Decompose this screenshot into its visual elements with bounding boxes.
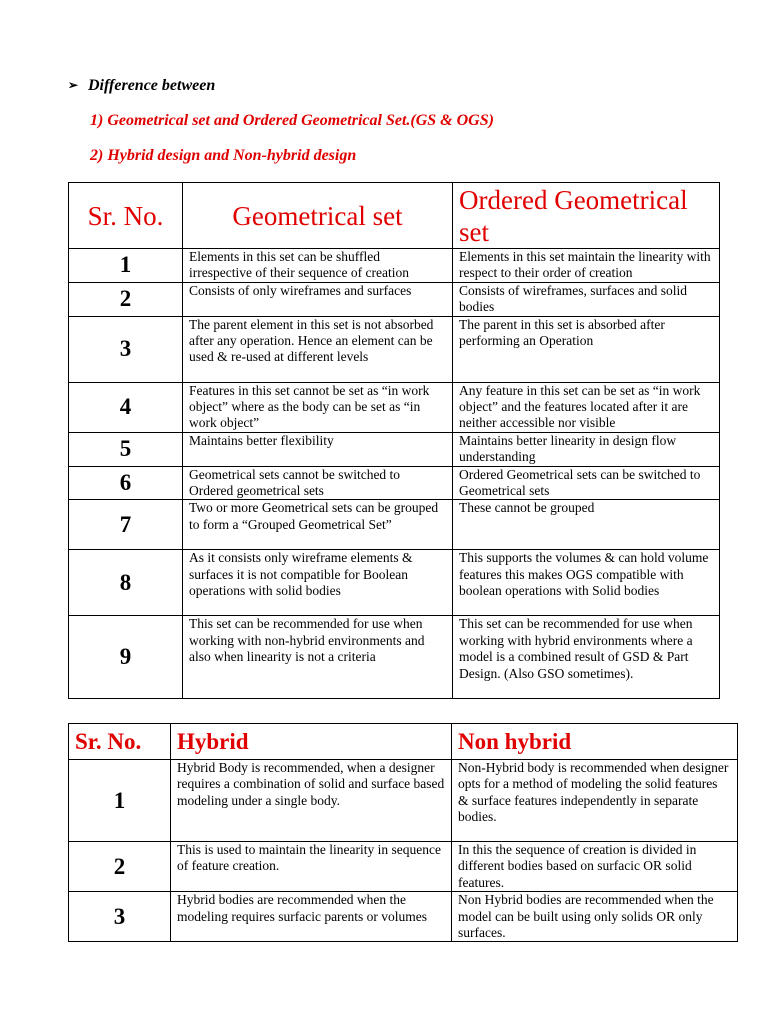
arrow-bullet-icon: ➢ (68, 78, 79, 92)
ogs-cell: Ordered Geometrical sets can be switched to Geometrical sets (453, 466, 720, 500)
gs-cell: As it consists only wireframe elements & surfaces it is not compatible for Boolean operations with solid bodies (183, 550, 453, 616)
comparison-item-gs-ogs: 1) Geometrical set and Ordered Geometrical Set.(GS & OGS) (90, 112, 494, 129)
row-number: 1 (69, 760, 171, 842)
row-number: 3 (69, 316, 183, 382)
header-geometrical-set: Geometrical set (183, 183, 453, 249)
table-header-row (69, 724, 738, 760)
table-row (69, 282, 720, 316)
row-number: 3 (69, 892, 171, 942)
row-number: 5 (69, 432, 183, 466)
ogs-cell: These cannot be grouped (453, 500, 720, 550)
gs-cell: Features in this set cannot be set as “in work object” where as the body can be set as “in work object” (183, 382, 453, 432)
row-number: 2 (69, 282, 183, 316)
heading-title: Difference between (88, 77, 216, 94)
ogs-cell: The parent in this set is absorbed after performing an Operation (453, 316, 720, 382)
table-header-row (69, 183, 720, 249)
row-number: 2 (69, 842, 171, 892)
row-number: 9 (69, 616, 183, 699)
hybrid-vs-nonhybrid-table (68, 723, 738, 942)
table-row (69, 382, 720, 432)
header-sr-no: Sr. No. (69, 183, 183, 249)
ogs-cell: Elements in this set maintain the linearity with respect to their order of creation (453, 249, 720, 283)
row-number: 4 (69, 382, 183, 432)
gs-cell: Elements in this set can be shuffled irrespective of their sequence of creation (183, 249, 453, 283)
table-row (69, 500, 720, 550)
table-row (69, 316, 720, 382)
table-row (69, 249, 720, 283)
row-number: 7 (69, 500, 183, 550)
table-row (69, 550, 720, 616)
comparison-item-hybrid: 2) Hybrid design and Non-hybrid design (90, 147, 357, 164)
ogs-cell: Any feature in this set can be set as “in work object” and the features located after it are neither accessible nor visible (453, 382, 720, 432)
ogs-cell: This supports the volumes & can hold volume features this makes OGS compatible with boolean operations with Solid bodies (453, 550, 720, 616)
gs-cell: Consists of only wireframes and surfaces (183, 282, 453, 316)
table-row (69, 466, 720, 500)
ogs-cell: Consists of wireframes, surfaces and solid bodies (453, 282, 720, 316)
table-row (69, 892, 738, 942)
row-number: 1 (69, 249, 183, 283)
non-hybrid-cell: Non Hybrid bodies are recommended when the model can be built using only solids OR only surfaces. (452, 892, 738, 942)
ogs-cell: This set can be recommended for use when working with hybrid environments where a model is a combined result of GSD & Part Design. (Also GSO sometimes). (453, 616, 720, 699)
row-number: 6 (69, 466, 183, 500)
hybrid-cell: Hybrid Body is recommended, when a designer requires a combination of solid and surface based modeling under a single body. (171, 760, 452, 842)
hybrid-cell: This is used to maintain the linearity in sequence of feature creation. (171, 842, 452, 892)
table-row (69, 616, 720, 699)
header-ordered-geometrical-set: Ordered Geometrical set (453, 183, 720, 249)
table-row (69, 760, 738, 842)
row-number: 8 (69, 550, 183, 616)
non-hybrid-cell: Non-Hybrid body is recommended when designer opts for a method of modeling the solid features & surface features independently in separate bodies. (452, 760, 738, 842)
gs-cell: The parent element in this set is not absorbed after any operation. Hence an element can be used & re-used at different levels (183, 316, 453, 382)
header-sr-no: Sr. No. (69, 724, 171, 760)
hybrid-cell: Hybrid bodies are recommended when the modeling requires surfacic parents or volumes (171, 892, 452, 942)
table-row (69, 432, 720, 466)
gs-cell: This set can be recommended for use when working with non-hybrid environments and also when linearity is not a criteria (183, 616, 453, 699)
table-row (69, 842, 738, 892)
gs-vs-ogs-table (68, 182, 720, 699)
gs-cell: Geometrical sets cannot be switched to Ordered geometrical sets (183, 466, 453, 500)
ogs-cell: Maintains better linearity in design flow understanding (453, 432, 720, 466)
header-non-hybrid: Non hybrid (452, 724, 738, 760)
header-hybrid: Hybrid (171, 724, 452, 760)
non-hybrid-cell: In this the sequence of creation is divided in different bodies based on surfacic OR solid features. (452, 842, 738, 892)
gs-cell: Maintains better flexibility (183, 432, 453, 466)
difference-heading (68, 74, 215, 97)
gs-cell: Two or more Geometrical sets can be grouped to form a “Grouped Geometrical Set” (183, 500, 453, 550)
